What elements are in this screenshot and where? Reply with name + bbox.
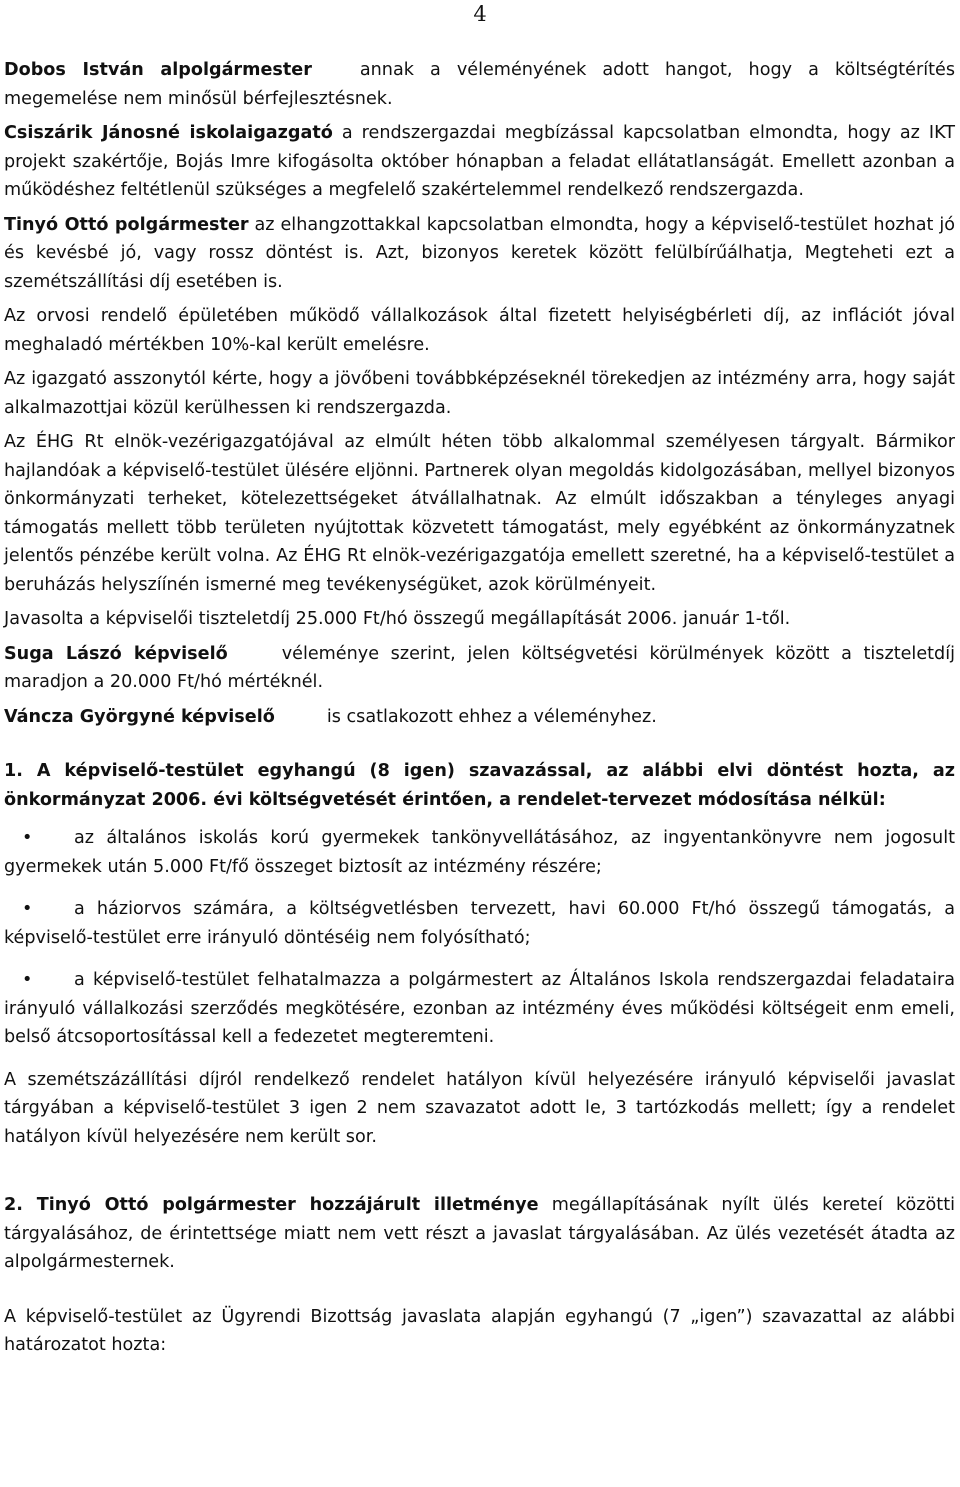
bullet-text: a háziorvos számára, a költségvetlésben tervezett, havi 60.000 Ft/hó összegű támogatás, a képviselő-testület erre irányuló döntéséig nem folyósítható; (4, 899, 955, 948)
paragraph-tinyo (4, 211, 955, 297)
paragraph-closing: A képviselő-testület az Ügyrendi Bizottság javaslata alapján egyhangú (7 „igen”) szavazattal az alábbi határozatot hozta: (4, 1306, 955, 1355)
section-2-heading (4, 1191, 955, 1277)
paragraph-ehg: Az ÉHG Rt elnök-vezérigazgatójával az elmúlt héten több alkalommal személyesen tárgyalt. Bármikor hajlandóak a képviselő-testület ülésére eljönni. Partnerek olyan megoldás kidolgozásában, mellyel bizonyos önkormányzati terheket, kötelezettségeket átvállalhatnak. Az elmúlt időszakban a tényleges anyagi támogatás mellett több területen nyújtottak közvetett támogatást, mely egyébként az önkormányzatnek jelentős pénzébe került volna. Az ÉHG Rt elnök-vezérigazgatója emellett szeretné, ha a képviselő-testület a beruházás helyszíínén ismerné meg tevékenységüket, azok körülményeit. (4, 432, 955, 595)
paragraph-orvosi: Az orvosi rendelő épületében működő vállalkozások által fizetett helyiségbérleti díj, az inflációt jóval meghaladó mértékben 10%-kal került emelésre. (4, 306, 955, 355)
paragraph-suga (4, 640, 955, 697)
bullet-text: a képviselő-testület felhatalmazza a polgármestert az Általános Iskola rendszergazdai feladataira irányuló vállalkozási szerződés megkötésére, ezonban az intézmény éves működési költségeit enm emeli, belső átcsoportosítással kell a fedezetet megteremteni. (4, 970, 955, 1047)
page-number: 4 (473, 2, 487, 26)
bullet-item (4, 895, 955, 952)
paragraph-text: a rendszergazdai megbízással kapcsolatban elmondta, hogy az IKT projekt szakértője, Bojás Imre kifogásolta október hónapban a feladat ellátatlanságát. Emellett azonban a működéshez feltétlenül szükséges a megfelelő szakértelemmel rendelkező rendszergazda. (4, 123, 956, 200)
section-2-heading-text: megállapításának nyílt ülés kereteí közötti tárgyalásához, de érintettsége miatt nem vett részt a javaslat tárgyalásában. Az ülés vezetését átadta az alpolgármesternek. (4, 1195, 955, 1272)
paragraph-text: annak a véleményének adott hangot, hogy a költségtérítés megemelése nem minősül bérfejlesztésnek. (4, 60, 955, 109)
bullet-icon: • (22, 970, 33, 990)
paragraph-text: véleménye szerint, jelen költségvetési körülmények között a tiszteletdíj maradjon a 20.000 Ft/hó mértéknél. (4, 643, 955, 692)
paragraph-javasolta: Javasolta a képviselői tiszteletdíj 25.000 Ft/hó összegű megállapítását 2006. január 1-től. (4, 609, 791, 629)
bullet-text: az általános iskolás korú gyermekek tankönyvellátásához, az ingyentankönyvre nem jogosult gyermekek után 5.000 Ft/fő összeget biztosít az intézmény részére; (4, 828, 955, 877)
paragraph-dobos (4, 56, 955, 113)
section-1-heading: 1. A képviselő-testület egyhangú (8 igen) szavazással, az alábbi elvi döntést hozta, az önkormányzat 2006. évi költségvetését érintően, a rendelet-tervezet módosítása nélkül: (4, 761, 955, 810)
section-2-heading-bold: 2. Tinyó Ottó polgármester hozzájárult illetménye (4, 1195, 539, 1215)
speaker-name: Váncza Györgyné képviselő (4, 706, 275, 727)
bullet-icon: • (22, 828, 33, 848)
bullet-item (4, 824, 955, 881)
speaker-name: Dobos István alpolgármester (4, 60, 312, 80)
speaker-name: Suga Lászó képviselő (4, 643, 228, 664)
bullet-item (4, 966, 955, 1052)
paragraph-text: is csatlakozott ehhez a véleményhez. (326, 706, 657, 727)
paragraph-text: az elhangzottakkal kapcsolatban elmondta, hogy a képviselő-testület hozhat jó és kevésbé jó, vagy rossz döntést is. Azt, bizonyos keretek között felülbírűálhatja, Megteheti ezt a szemétszállítási díj esetében is. (4, 214, 955, 292)
paragraph-igazgato: Az igazgató asszonytól kérte, hogy a jövőbeni továbbképzéseknél törekedjen az intézmény arra, hogy saját alkalmazottjai közül kerülhessen ki rendszergazda. (4, 369, 955, 418)
bullet-icon: • (22, 899, 33, 919)
speaker-name: Csiszárik Jánosné iskolaigazgató (4, 123, 333, 143)
paragraph-szemetszallitas: A szemétszázállítási díjról rendelkező rendelet hatályon kívül helyezésére irányuló képviselői javaslat tárgyában a képviselő-testület 3 igen 2 nem szavazatot adott le, 3 tartózkodás mellett; így a rendelet hatályon kívül helyezésére nem került sor. (4, 1069, 955, 1147)
paragraph-vancza (4, 703, 955, 732)
speaker-name: Tinyó Ottó polgármester (4, 214, 249, 235)
document-body (4, 56, 955, 1366)
paragraph-csiszarik (4, 119, 955, 205)
